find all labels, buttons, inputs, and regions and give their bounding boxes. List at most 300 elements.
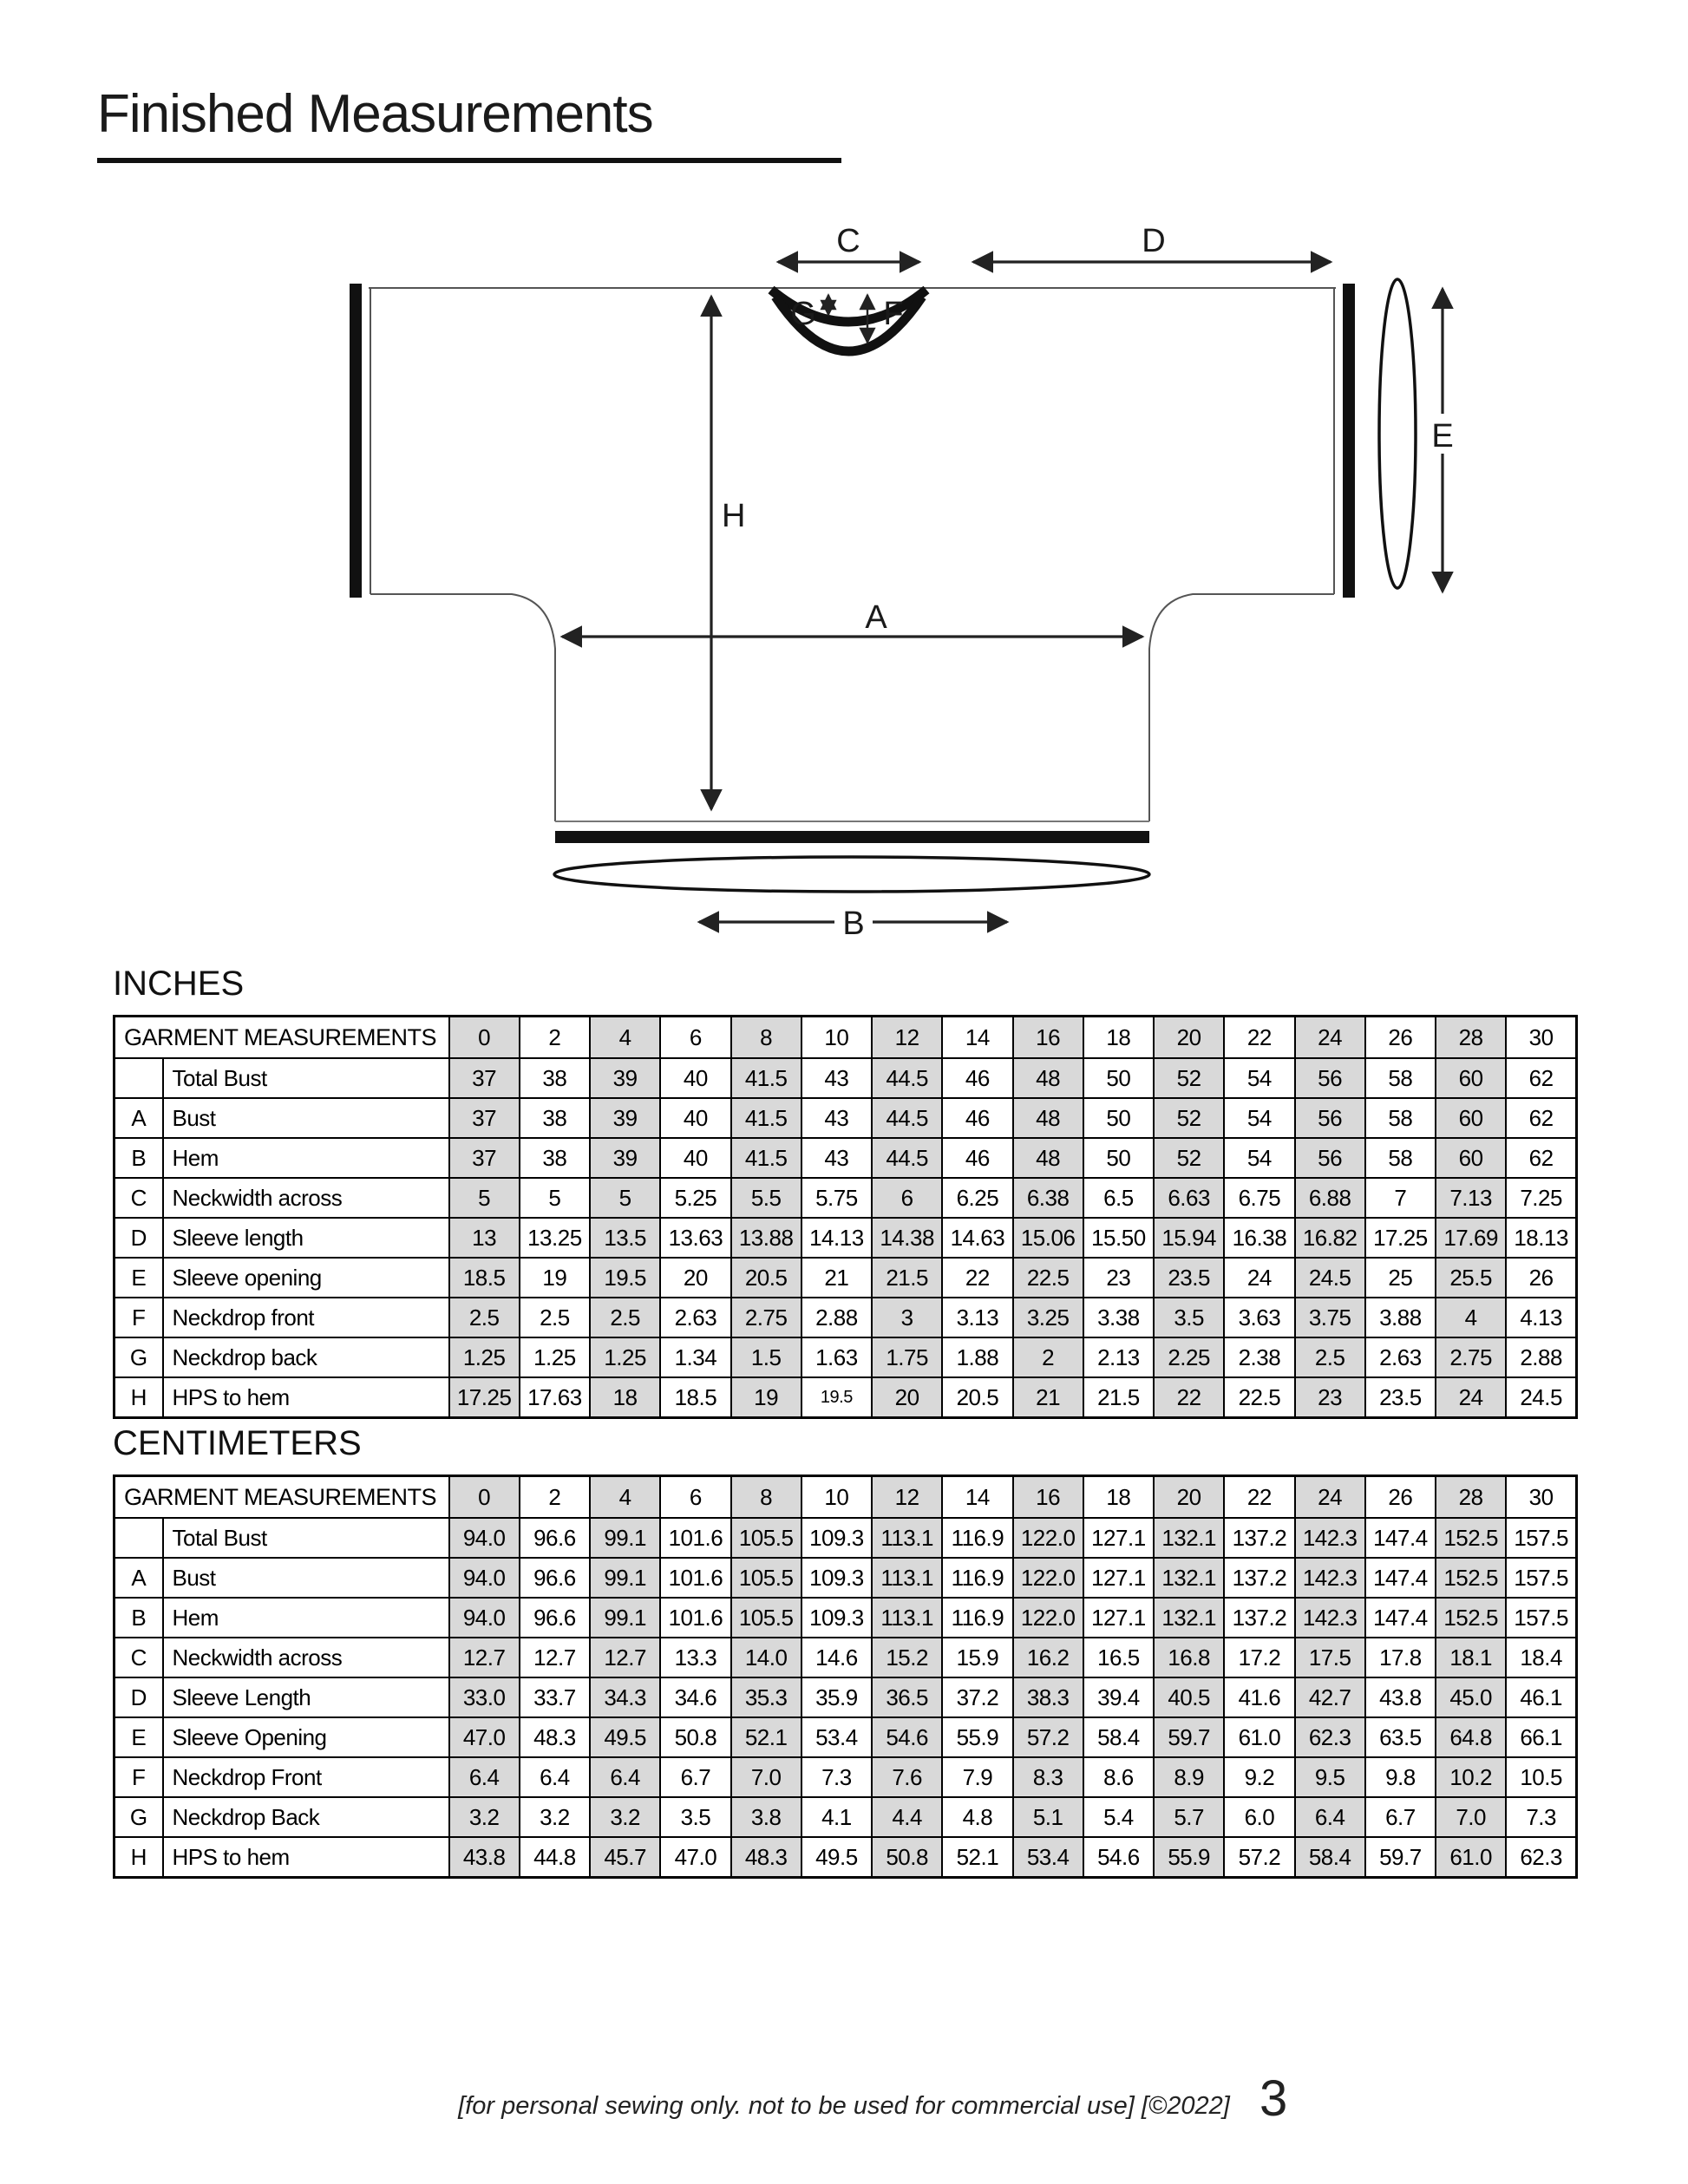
measurement-value: 1.5 — [731, 1337, 801, 1377]
measurement-value: 132.1 — [1154, 1558, 1224, 1598]
measurement-value: 52 — [1154, 1138, 1224, 1178]
garment-diagram — [0, 0, 1688, 980]
measurement-value: 47.0 — [449, 1717, 520, 1757]
measurement-value: 19 — [520, 1258, 590, 1298]
measurement-value: 132.1 — [1154, 1518, 1224, 1558]
measurement-value: 7.0 — [1436, 1797, 1506, 1837]
size-column-header: 30 — [1506, 1017, 1576, 1059]
measurement-value: 10.2 — [1436, 1757, 1506, 1797]
measurement-value: 105.5 — [731, 1558, 801, 1598]
measurement-value: 57.2 — [1224, 1837, 1294, 1878]
measurement-value: 52.1 — [731, 1717, 801, 1757]
garment-measurements-header: GARMENT MEASUREMENTS — [114, 1476, 449, 1519]
measurement-value: 2.63 — [660, 1298, 730, 1337]
row-letter: C — [114, 1178, 163, 1218]
measurement-value: 18.1 — [1436, 1638, 1506, 1677]
measurement-value: 137.2 — [1224, 1518, 1294, 1558]
measurement-value: 25 — [1365, 1258, 1436, 1298]
measurement-value: 44.8 — [520, 1837, 590, 1878]
measurement-value: 47.0 — [660, 1837, 730, 1878]
row-label: Neckdrop Front — [163, 1757, 449, 1797]
measurement-value: 21.5 — [1083, 1377, 1154, 1418]
measurement-value: 16.82 — [1295, 1218, 1365, 1258]
measurement-value: 55.9 — [1154, 1837, 1224, 1878]
measurement-value: 38 — [520, 1058, 590, 1098]
measurement-row — [114, 1518, 1577, 1558]
size-column-header: 20 — [1154, 1017, 1224, 1059]
measurement-value: 1.63 — [801, 1337, 872, 1377]
row-letter: E — [114, 1717, 163, 1757]
row-letter: F — [114, 1298, 163, 1337]
measurement-value: 12.7 — [590, 1638, 660, 1677]
measurement-value: 40 — [660, 1138, 730, 1178]
measurement-row — [114, 1258, 1577, 1298]
measurement-row — [114, 1377, 1577, 1418]
measurement-value: 48 — [1013, 1098, 1083, 1138]
measurement-value: 9.5 — [1295, 1757, 1365, 1797]
measurement-value: 46 — [942, 1138, 1012, 1178]
measurement-value: 113.1 — [872, 1518, 942, 1558]
measurement-value: 17.8 — [1365, 1638, 1436, 1677]
measurement-value: 24 — [1224, 1258, 1294, 1298]
measurement-value: 152.5 — [1436, 1558, 1506, 1598]
measurement-value: 7.9 — [942, 1757, 1012, 1797]
sleeve-hem-bar-right — [1343, 284, 1355, 598]
measurement-value: 50.8 — [660, 1717, 730, 1757]
underarm-left — [370, 594, 555, 821]
measurement-value: 2.5 — [449, 1298, 520, 1337]
measurement-value: 23.5 — [1365, 1377, 1436, 1418]
measurement-value: 5 — [590, 1178, 660, 1218]
measurement-value: 55.9 — [942, 1717, 1012, 1757]
label-a: A — [865, 599, 887, 636]
measurement-value: 157.5 — [1506, 1558, 1576, 1598]
measurement-value: 19.5 — [590, 1258, 660, 1298]
measurement-value: 7.25 — [1506, 1178, 1576, 1218]
measurement-value: 3.2 — [449, 1797, 520, 1837]
measurement-value: 152.5 — [1436, 1518, 1506, 1558]
measurement-value: 23 — [1083, 1258, 1154, 1298]
row-letter: B — [114, 1138, 163, 1178]
measurement-value: 54.6 — [1083, 1837, 1154, 1878]
measurement-value: 7.13 — [1436, 1178, 1506, 1218]
measurement-value: 54.6 — [872, 1717, 942, 1757]
measurement-value: 157.5 — [1506, 1598, 1576, 1638]
measurement-value: 2.38 — [1224, 1337, 1294, 1377]
measurement-row — [114, 1717, 1577, 1757]
measurement-value: 56 — [1295, 1138, 1365, 1178]
size-column-header: 12 — [872, 1476, 942, 1519]
measurement-value: 147.4 — [1365, 1518, 1436, 1558]
measurement-value: 23 — [1295, 1377, 1365, 1418]
inches-table — [113, 1015, 1578, 1419]
row-label: Hem — [163, 1598, 449, 1638]
measurement-value: 15.50 — [1083, 1218, 1154, 1258]
row-letter: H — [114, 1837, 163, 1878]
measurement-value: 3.5 — [660, 1797, 730, 1837]
measurement-value: 43.8 — [1365, 1677, 1436, 1717]
measurement-value: 2.88 — [801, 1298, 872, 1337]
measurement-value: 5.1 — [1013, 1797, 1083, 1837]
measurement-value: 6.38 — [1013, 1178, 1083, 1218]
measurement-value: 50 — [1083, 1138, 1154, 1178]
measurement-value: 26 — [1506, 1258, 1576, 1298]
measurement-value: 35.3 — [731, 1677, 801, 1717]
measurement-value: 45.7 — [590, 1837, 660, 1878]
measurement-value: 18.13 — [1506, 1218, 1576, 1258]
measurement-value: 14.63 — [942, 1218, 1012, 1258]
size-column-header: 8 — [731, 1017, 801, 1059]
measurement-value: 3.8 — [731, 1797, 801, 1837]
measurement-value: 37 — [449, 1098, 520, 1138]
measurement-value: 20 — [660, 1258, 730, 1298]
measurement-value: 38 — [520, 1098, 590, 1138]
measurement-value: 152.5 — [1436, 1598, 1506, 1638]
measurement-value: 137.2 — [1224, 1598, 1294, 1638]
measurement-value: 56 — [1295, 1098, 1365, 1138]
row-label: Bust — [163, 1558, 449, 1598]
row-label: Hem — [163, 1138, 449, 1178]
measurement-value: 7 — [1365, 1178, 1436, 1218]
measurement-value: 43 — [801, 1138, 872, 1178]
measurement-value: 39 — [590, 1098, 660, 1138]
measurement-value: 3.2 — [590, 1797, 660, 1837]
measurement-value: 22 — [1154, 1377, 1224, 1418]
measurement-value: 3.5 — [1154, 1298, 1224, 1337]
row-label: Total Bust — [163, 1518, 449, 1558]
measurement-value: 18.5 — [449, 1258, 520, 1298]
page-number: 3 — [1259, 2070, 1288, 2127]
measurement-value: 4.8 — [942, 1797, 1012, 1837]
measurement-value: 99.1 — [590, 1598, 660, 1638]
row-letter: F — [114, 1757, 163, 1797]
page-title: Finished Measurements — [97, 84, 653, 144]
measurement-value: 1.25 — [520, 1337, 590, 1377]
measurement-value: 113.1 — [872, 1558, 942, 1598]
measurement-value: 7.0 — [731, 1757, 801, 1797]
measurement-value: 12.7 — [449, 1638, 520, 1677]
measurement-value: 1.88 — [942, 1337, 1012, 1377]
row-letter: B — [114, 1598, 163, 1638]
measurement-value: 54 — [1224, 1138, 1294, 1178]
measurement-value: 63.5 — [1365, 1717, 1436, 1757]
measurement-value: 105.5 — [731, 1518, 801, 1558]
measurement-value: 58.4 — [1083, 1717, 1154, 1757]
measurement-value: 2.75 — [1436, 1337, 1506, 1377]
measurement-value: 116.9 — [942, 1558, 1012, 1598]
measurement-value: 6.75 — [1224, 1178, 1294, 1218]
measurement-value: 6.88 — [1295, 1178, 1365, 1218]
row-letter: G — [114, 1797, 163, 1837]
measurement-value: 62.3 — [1295, 1717, 1365, 1757]
measurement-value: 2.88 — [1506, 1337, 1576, 1377]
measurement-value: 109.3 — [801, 1598, 872, 1638]
size-column-header: 26 — [1365, 1017, 1436, 1059]
measurement-value: 96.6 — [520, 1558, 590, 1598]
measurement-value: 6.63 — [1154, 1178, 1224, 1218]
measurement-value: 60 — [1436, 1058, 1506, 1098]
measurement-value: 16.5 — [1083, 1638, 1154, 1677]
measurement-value: 96.6 — [520, 1598, 590, 1638]
measurement-value: 21.5 — [872, 1258, 942, 1298]
measurement-value: 99.1 — [590, 1518, 660, 1558]
measurement-value: 52 — [1154, 1058, 1224, 1098]
measurement-value: 35.9 — [801, 1677, 872, 1717]
measurement-value: 2.5 — [520, 1298, 590, 1337]
measurement-value: 54 — [1224, 1058, 1294, 1098]
measurement-value: 15.9 — [942, 1638, 1012, 1677]
measurement-value: 1.25 — [449, 1337, 520, 1377]
measurement-row — [114, 1797, 1577, 1837]
measurement-value: 58 — [1365, 1098, 1436, 1138]
measurement-value: 20.5 — [942, 1377, 1012, 1418]
size-column-header: 2 — [520, 1476, 590, 1519]
measurement-value: 62.3 — [1506, 1837, 1576, 1878]
measurement-value: 3.88 — [1365, 1298, 1436, 1337]
measurement-value: 19 — [731, 1377, 801, 1418]
measurement-value: 14.13 — [801, 1218, 872, 1258]
measurement-value: 18.4 — [1506, 1638, 1576, 1677]
size-column-header: 12 — [872, 1017, 942, 1059]
measurement-value: 23.5 — [1154, 1258, 1224, 1298]
row-label: Sleeve Opening — [163, 1717, 449, 1757]
measurement-value: 7.3 — [801, 1757, 872, 1797]
size-column-header: 16 — [1013, 1017, 1083, 1059]
measurement-value: 2.75 — [731, 1298, 801, 1337]
measurement-value: 33.0 — [449, 1677, 520, 1717]
measurement-value: 22 — [942, 1258, 1012, 1298]
measurement-row — [114, 1178, 1577, 1218]
measurement-value: 10.5 — [1506, 1757, 1576, 1797]
measurement-value: 60 — [1436, 1138, 1506, 1178]
measurement-value: 94.0 — [449, 1518, 520, 1558]
measurement-value: 6.25 — [942, 1178, 1012, 1218]
measurement-value: 48.3 — [520, 1717, 590, 1757]
measurement-value: 2.5 — [1295, 1337, 1365, 1377]
measurement-value: 9.8 — [1365, 1757, 1436, 1797]
measurement-value: 122.0 — [1013, 1598, 1083, 1638]
measurement-value: 137.2 — [1224, 1558, 1294, 1598]
measurement-value: 132.1 — [1154, 1598, 1224, 1638]
measurement-value: 3.75 — [1295, 1298, 1365, 1337]
measurement-value: 17.69 — [1436, 1218, 1506, 1258]
measurement-value: 16.2 — [1013, 1638, 1083, 1677]
measurement-value: 6.4 — [520, 1757, 590, 1797]
measurement-value: 44.5 — [872, 1058, 942, 1098]
size-column-header: 14 — [942, 1017, 1012, 1059]
size-column-header: 0 — [449, 1476, 520, 1519]
measurement-row — [114, 1757, 1577, 1797]
measurement-value: 5.4 — [1083, 1797, 1154, 1837]
measurement-value: 13.5 — [590, 1218, 660, 1258]
row-label: Sleeve length — [163, 1218, 449, 1258]
measurement-value: 6 — [872, 1178, 942, 1218]
measurement-value: 15.2 — [872, 1638, 942, 1677]
row-label: Neckdrop back — [163, 1337, 449, 1377]
measurement-row — [114, 1298, 1577, 1337]
measurement-value: 20.5 — [731, 1258, 801, 1298]
measurement-row — [114, 1337, 1577, 1377]
row-label: Neckdrop Back — [163, 1797, 449, 1837]
size-column-header: 18 — [1083, 1017, 1154, 1059]
measurement-value: 62 — [1506, 1058, 1576, 1098]
row-letter — [114, 1058, 163, 1098]
row-letter: C — [114, 1638, 163, 1677]
measurement-value: 44.5 — [872, 1098, 942, 1138]
measurement-value: 113.1 — [872, 1598, 942, 1638]
measurement-value: 62 — [1506, 1138, 1576, 1178]
measurement-value: 6.7 — [660, 1757, 730, 1797]
row-label: Bust — [163, 1098, 449, 1138]
measurement-value: 8.9 — [1154, 1757, 1224, 1797]
measurement-value: 46.1 — [1506, 1677, 1576, 1717]
measurement-value: 17.2 — [1224, 1638, 1294, 1677]
size-column-header: 0 — [449, 1017, 520, 1059]
measurement-value: 5.25 — [660, 1178, 730, 1218]
measurement-value: 14.6 — [801, 1638, 872, 1677]
measurement-value: 13.88 — [731, 1218, 801, 1258]
measurement-value: 58.4 — [1295, 1837, 1365, 1878]
measurement-row — [114, 1058, 1577, 1098]
size-column-header: 6 — [660, 1017, 730, 1059]
measurement-value: 96.6 — [520, 1518, 590, 1558]
measurement-value: 7.3 — [1506, 1797, 1576, 1837]
measurement-value: 42.7 — [1295, 1677, 1365, 1717]
measurement-value: 4.4 — [872, 1797, 942, 1837]
measurement-value: 39.4 — [1083, 1677, 1154, 1717]
row-letter: E — [114, 1258, 163, 1298]
measurement-value: 33.7 — [520, 1677, 590, 1717]
measurement-value: 18 — [590, 1377, 660, 1418]
measurement-value: 15.94 — [1154, 1218, 1224, 1258]
measurement-value: 105.5 — [731, 1598, 801, 1638]
measurement-value: 41.6 — [1224, 1677, 1294, 1717]
measurement-value: 3.13 — [942, 1298, 1012, 1337]
measurement-value: 43 — [801, 1098, 872, 1138]
measurement-value: 3.2 — [520, 1797, 590, 1837]
measurement-value: 147.4 — [1365, 1598, 1436, 1638]
measurement-value: 48 — [1013, 1058, 1083, 1098]
hem-opening-ellipse — [554, 857, 1149, 892]
measurement-value: 40 — [660, 1058, 730, 1098]
measurement-value: 157.5 — [1506, 1518, 1576, 1558]
measurement-value: 6.4 — [590, 1757, 660, 1797]
measurement-value: 52.1 — [942, 1837, 1012, 1878]
measurement-value: 2.13 — [1083, 1337, 1154, 1377]
measurement-value: 3.38 — [1083, 1298, 1154, 1337]
measurement-row — [114, 1638, 1577, 1677]
row-letter — [114, 1518, 163, 1558]
label-e: E — [1431, 418, 1454, 454]
measurement-value: 48 — [1013, 1138, 1083, 1178]
measurement-value: 44.5 — [872, 1138, 942, 1178]
label-c: C — [836, 223, 860, 259]
measurement-value: 66.1 — [1506, 1717, 1576, 1757]
label-d: D — [1142, 223, 1166, 259]
row-label: Sleeve opening — [163, 1258, 449, 1298]
measurement-value: 60 — [1436, 1098, 1506, 1138]
measurement-value: 21 — [801, 1258, 872, 1298]
measurement-value: 25.5 — [1436, 1258, 1506, 1298]
measurement-value: 41.5 — [731, 1058, 801, 1098]
measurement-value: 41.5 — [731, 1138, 801, 1178]
measurement-value: 13.25 — [520, 1218, 590, 1258]
row-label: Sleeve Length — [163, 1677, 449, 1717]
measurement-value: 12.7 — [520, 1638, 590, 1677]
measurement-value: 9.2 — [1224, 1757, 1294, 1797]
row-letter: D — [114, 1218, 163, 1258]
measurement-value: 142.3 — [1295, 1558, 1365, 1598]
measurement-value: 2.25 — [1154, 1337, 1224, 1377]
measurement-value: 101.6 — [660, 1598, 730, 1638]
measurement-value: 61.0 — [1224, 1717, 1294, 1757]
measurement-row — [114, 1138, 1577, 1178]
measurement-value: 1.75 — [872, 1337, 942, 1377]
measurement-value: 14.38 — [872, 1218, 942, 1258]
measurement-value: 116.9 — [942, 1518, 1012, 1558]
size-column-header: 2 — [520, 1017, 590, 1059]
measurement-row — [114, 1098, 1577, 1138]
measurement-value: 5 — [520, 1178, 590, 1218]
label-b: B — [842, 906, 865, 942]
measurement-value: 4 — [1436, 1298, 1506, 1337]
measurement-value: 94.0 — [449, 1558, 520, 1598]
measurement-value: 58 — [1365, 1138, 1436, 1178]
row-letter: A — [114, 1558, 163, 1598]
measurement-value: 49.5 — [590, 1717, 660, 1757]
size-column-header: 28 — [1436, 1017, 1506, 1059]
measurement-value: 13 — [449, 1218, 520, 1258]
measurement-value: 13.3 — [660, 1638, 730, 1677]
measurement-row — [114, 1558, 1577, 1598]
row-label: Neckwidth across — [163, 1178, 449, 1218]
sleeve-opening-ellipse — [1379, 279, 1416, 588]
row-letter: A — [114, 1098, 163, 1138]
size-column-header: 28 — [1436, 1476, 1506, 1519]
measurement-value: 20 — [872, 1377, 942, 1418]
row-letter: H — [114, 1377, 163, 1418]
measurement-value: 48.3 — [731, 1837, 801, 1878]
row-label: Total Bust — [163, 1058, 449, 1098]
measurement-value: 34.3 — [590, 1677, 660, 1717]
measurement-value: 7.6 — [872, 1757, 942, 1797]
measurement-value: 59.7 — [1154, 1717, 1224, 1757]
centimeters-heading: CENTIMETERS — [113, 1424, 362, 1462]
measurement-value: 13.63 — [660, 1218, 730, 1258]
size-column-header: 24 — [1295, 1476, 1365, 1519]
size-column-header: 8 — [731, 1476, 801, 1519]
hem-band — [555, 831, 1149, 843]
measurement-value: 36.5 — [872, 1677, 942, 1717]
measurement-value: 17.25 — [449, 1377, 520, 1418]
sleeve-hem-bar-left — [350, 284, 362, 598]
label-h: H — [722, 498, 746, 534]
measurement-value: 40 — [660, 1098, 730, 1138]
row-label: HPS to hem — [163, 1377, 449, 1418]
measurement-value: 6.4 — [449, 1757, 520, 1797]
size-column-header: 18 — [1083, 1476, 1154, 1519]
label-f: F — [883, 296, 904, 332]
measurement-value: 6.5 — [1083, 1178, 1154, 1218]
measurement-value: 147.4 — [1365, 1558, 1436, 1598]
measurement-value: 2.5 — [590, 1298, 660, 1337]
footer-disclaimer: [for personal sewing only. not to be used for commercial use] [©2022] — [458, 2092, 1230, 2120]
measurement-value: 16.8 — [1154, 1638, 1224, 1677]
measurement-value: 56 — [1295, 1058, 1365, 1098]
size-column-header: 4 — [590, 1017, 660, 1059]
measurement-value: 39 — [590, 1058, 660, 1098]
measurement-row — [114, 1677, 1577, 1717]
